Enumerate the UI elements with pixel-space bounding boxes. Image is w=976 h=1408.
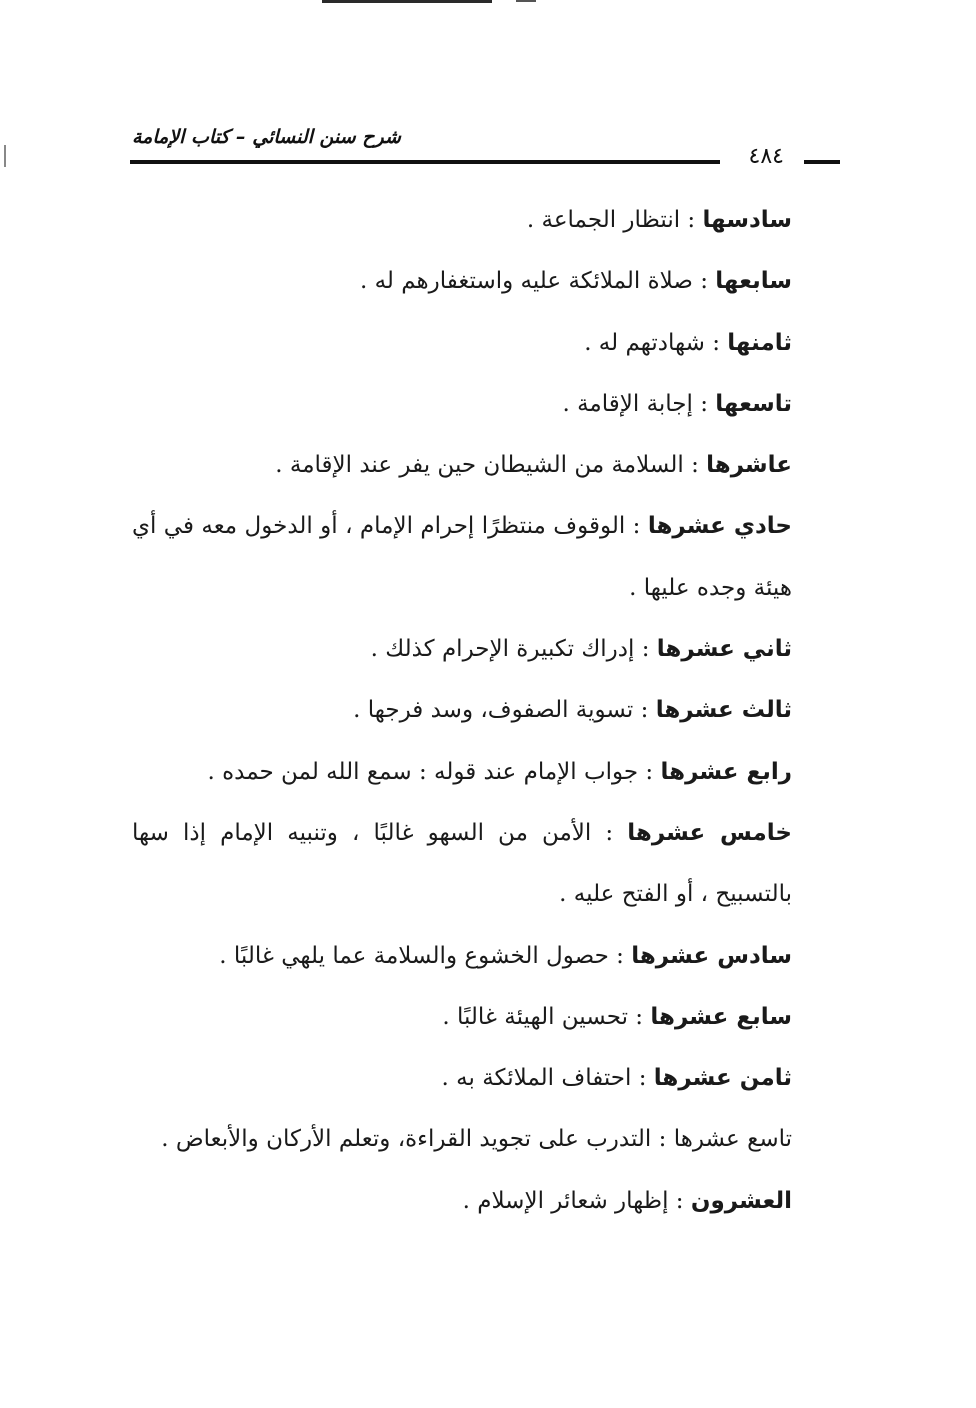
list-item: [132, 496, 840, 619]
item-text: : إدراك تكبيرة الإحرام كذلك .: [370, 636, 657, 663]
item-text: : حصول الخشوع والسلامة عما يلهي غالبًا .: [219, 942, 632, 969]
item-term: ثامن عشرها: [653, 1065, 792, 1092]
item-text: : صلاة الملائكة عليه واستغفارهم له .: [359, 268, 716, 295]
item-text: : الأمن من السهو غالبًا ، وتنبيه الإمام إذا سها بالتسبيح ، أو الفتح عليه .: [132, 819, 792, 908]
list-item: [132, 251, 840, 312]
list-item: [132, 619, 840, 680]
list-item: [132, 435, 840, 496]
item-term: ثامنها: [727, 329, 792, 356]
item-term: تاسعها: [715, 390, 792, 417]
item-term: سادسها: [702, 207, 792, 233]
item-text: : جواب الإمام عند قوله : سمع الله لمن حمده .: [207, 758, 661, 785]
item-text: : الوقوف منتظرًا إحرام الإمام ، أو الدخول معه في أي هيئة وجده عليها .: [132, 513, 792, 601]
list-item: [132, 926, 840, 987]
page-header: [130, 118, 840, 170]
left-edge-mark: [4, 145, 6, 167]
list-item: [132, 987, 840, 1048]
header-rule: [130, 160, 720, 164]
item-text: : احتفاف الملائكة به .: [441, 1065, 654, 1092]
list-item: [132, 1109, 840, 1170]
item-term: ثاني عشرها: [656, 636, 792, 663]
list-item: [132, 742, 840, 803]
item-term: سابع عشرها: [650, 1003, 792, 1030]
item-text: : تحسين الهيئة غالبًا .: [442, 1003, 651, 1030]
item-text: : إجابة الإقامة .: [562, 390, 716, 417]
list-item: [132, 190, 840, 251]
item-text: : السلامة من الشيطان حين يفر عند الإقامة .: [275, 452, 707, 479]
item-term: سابعها: [715, 268, 792, 295]
item-text: : تسوية الصفوف، وسد فرجها .: [353, 697, 656, 724]
list-item: [132, 374, 840, 435]
running-title: شرح سنن النسائي – كتاب الإمامة: [132, 126, 401, 148]
top-edge-mark-small: [516, 0, 536, 2]
item-text: تاسع عشرها : التدرب على تجويد القراءة، وتعلم الأركان والأبعاض .: [161, 1126, 792, 1153]
item-term: رابع عشرها: [660, 758, 792, 785]
list-item: [132, 680, 840, 741]
item-text: : إظهار شعائر الإسلام .: [462, 1187, 691, 1214]
item-term: عاشرها: [706, 452, 792, 479]
header-rule-short: [804, 160, 840, 164]
page-body: [132, 190, 840, 1232]
list-item: [132, 803, 840, 926]
page-number: ٤٨٤: [748, 144, 784, 169]
item-term: سادس عشرها: [631, 942, 792, 969]
item-term: العشرون: [690, 1187, 792, 1214]
item-term: خامس عشرها: [627, 819, 792, 846]
item-text: : انتظار الجماعة .: [526, 207, 703, 233]
item-term: ثالث عشرها: [655, 697, 792, 724]
list-item: [132, 313, 840, 374]
list-item: [132, 1048, 840, 1109]
item-term: حادي عشرها: [647, 513, 793, 540]
list-item: [132, 1171, 840, 1232]
top-edge-mark: [322, 0, 492, 3]
item-text: : شهادتهم له .: [584, 329, 728, 356]
